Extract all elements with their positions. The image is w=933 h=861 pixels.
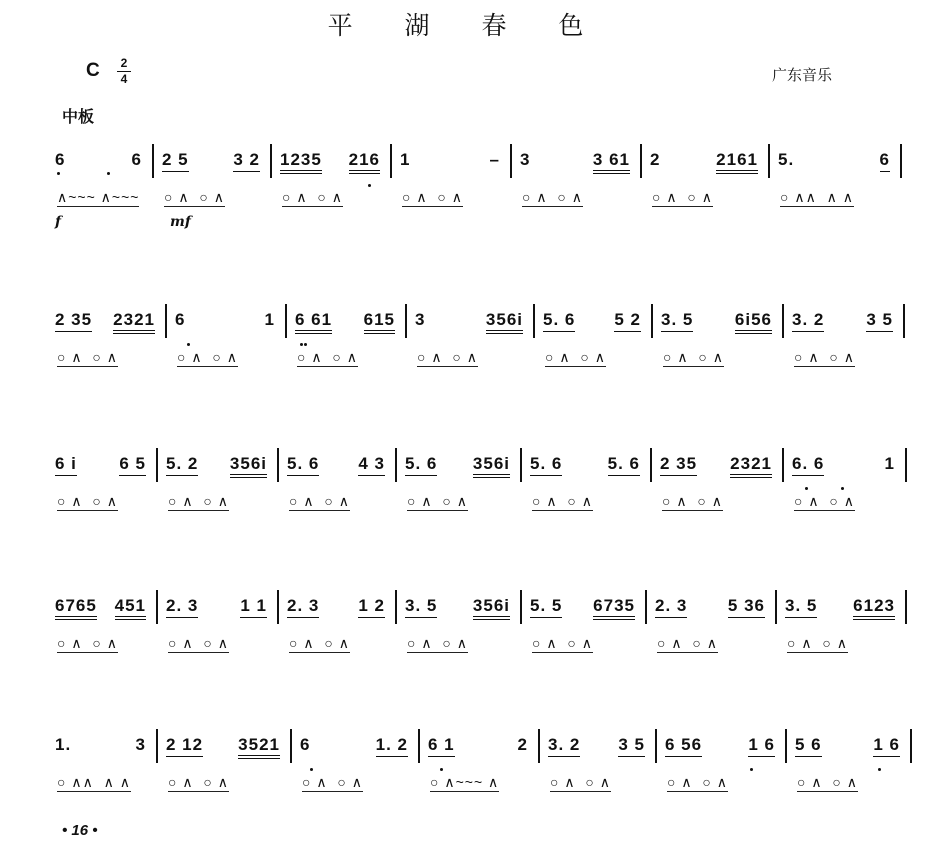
barline [156,448,158,482]
measure [792,310,893,332]
note-group: 6 5 [119,454,146,476]
note-group: 6765 [55,596,97,620]
note-group: 3521 [238,735,280,759]
note-group: 1. 2 [376,735,408,757]
measure [543,310,641,332]
note-group: 2321 [113,310,155,334]
barline [785,729,787,763]
note-group: 3 [135,735,146,754]
note-group: – [489,150,500,169]
bowing-mark: ○ ∧ ○ ∧ [168,493,229,509]
measure [55,310,155,334]
notes-line [0,735,933,759]
notes-line [0,596,933,620]
note-group: 6 56 [665,735,702,757]
bowing-mark: ∧~~~ ∧~~~ [57,189,140,205]
bowing-line [0,350,933,370]
bowing-mark: ○ ∧ ○ ∧ [168,635,229,651]
bowing-mark: ○ ∧ ○ ∧ [57,349,118,365]
measure [415,310,523,334]
note-group: 356i [486,310,523,334]
barline [645,590,647,624]
bowing-line [0,494,933,514]
measure [655,596,765,618]
bowing-line [0,775,933,795]
note-group: 1. [55,735,72,754]
measure [287,596,385,618]
bowing-mark: ○ ∧ ○ ∧ [177,349,238,365]
measure [166,454,267,478]
bowing-mark: ○ ∧ ○ ∧ [550,774,611,790]
measure [400,150,500,169]
octave-dot [187,343,190,346]
barline [520,448,522,482]
measure [665,735,775,757]
measure [55,596,146,620]
key-signature: C [86,60,100,81]
note-group: 216 [349,150,380,174]
barline [277,590,279,624]
measure [530,454,640,476]
octave-dot [300,343,303,346]
measure [55,735,146,754]
barline [905,590,907,624]
note-group: 356i [230,454,267,478]
note-group: 6 [300,735,311,754]
bowing-mark: ○ ∧ ○ ∧ [787,635,848,651]
measure [428,735,528,757]
bowing-mark: ○ ∧ ○ ∧ [282,189,343,205]
bowing-mark: ○ ∧ ○ ∧ [657,635,718,651]
measure [530,596,635,620]
octave-dot [878,768,881,771]
note-group: 5 2 [614,310,641,332]
note-group: 2. 3 [655,596,687,618]
note-group: 6 [131,150,142,169]
barline [782,448,784,482]
measure [55,150,142,169]
barline [768,144,770,178]
note-group: 5. 6 [608,454,640,476]
note-group: 1 6 [748,735,775,757]
measure [162,150,260,172]
note-group: 6 [175,310,186,329]
bowing-mark: ○ ∧ ○ ∧ [652,189,713,205]
barline [285,304,287,338]
note-group: 6735 [593,596,635,620]
measure [548,735,645,757]
octave-dot [440,768,443,771]
note-group: 3. 5 [785,596,817,618]
note-group: 1 6 [873,735,900,757]
measure [287,454,385,476]
barline [395,590,397,624]
bowing-mark: ○ ∧ ○ ∧ [532,635,593,651]
barline [775,590,777,624]
barline [405,304,407,338]
bowing-mark: ○ ∧~~~ ∧ [430,774,500,790]
bowing-mark: ○ ∧ ○ ∧ [289,635,350,651]
measure [650,150,758,174]
barline [650,448,652,482]
note-group: 5 36 [728,596,765,618]
barline [538,729,540,763]
barline [651,304,653,338]
measure [661,310,772,334]
barline [270,144,272,178]
measure [778,150,890,172]
octave-dot [368,184,371,187]
note-group: 1 [400,150,411,169]
bowing-mark: ○ ∧ ○ ∧ [667,774,728,790]
bowing-line [0,190,933,210]
measure [792,454,895,476]
barline [655,729,657,763]
bowing-mark: ○ ∧ ○ ∧ [545,349,606,365]
note-group: 3 2 [233,150,260,172]
note-group: 6 [880,150,890,172]
bowing-mark: ○ ∧ ○ ∧ [402,189,463,205]
page-number: • 16 • [62,822,98,839]
octave-dot [805,487,808,490]
note-group: 1 [264,310,275,329]
octave-dot [107,172,110,175]
note-group: 1235 [280,150,322,174]
bowing-mark: ○ ∧ ○ ∧ [407,635,468,651]
bowing-mark: ○ ∧∧ ∧ ∧ [780,189,855,205]
dynamic-forte: f [55,214,62,230]
note-group: 5. 6 [405,454,437,476]
barline [905,448,907,482]
meter-top: 2 [120,56,128,70]
bowing-mark: ○ ∧ ○ ∧ [57,635,118,651]
time-signature [117,57,131,86]
bowing-mark: ○ ∧ ○ ∧ [663,349,724,365]
note-group: 3. 5 [661,310,693,332]
bowing-line [0,636,933,656]
note-group: 6i56 [735,310,772,334]
note-group: 6 1 [428,735,455,757]
note-group: 2161 [716,150,758,174]
source-attribution: 广东音乐 [772,67,833,84]
note-group: 2. 3 [287,596,319,618]
note-group: 5. [778,150,795,169]
measure [280,150,380,174]
barline [533,304,535,338]
barline [156,590,158,624]
octave-dot [304,343,307,346]
measure [175,310,275,329]
note-group: 451 [115,596,146,620]
notes-line [0,454,933,478]
measure [300,735,408,757]
note-group: 5. 6 [530,454,562,476]
barline [395,448,397,482]
barline [165,304,167,338]
notes-line [0,150,933,174]
note-group: 3. 2 [792,310,824,332]
note-group: 5. 5 [530,596,562,618]
note-group: 2. 3 [166,596,198,618]
note-group: 6. 6 [792,454,824,476]
note-group: 5 6 [795,735,822,757]
note-group: 3 [520,150,531,169]
barline [510,144,512,178]
barline [390,144,392,178]
bowing-mark: ○ ∧ ○ ∧ [297,349,358,365]
octave-dot [310,768,313,771]
bowing-mark: ○ ∧ ○ ∧ [794,349,855,365]
barline [782,304,784,338]
barline [900,144,902,178]
note-group: 2 12 [166,735,203,757]
measure [55,454,146,476]
note-group: 2 35 [55,310,92,332]
measure [660,454,772,478]
bowing-mark: ○ ∧ ○ ∧ [662,493,723,509]
octave-dot [841,487,844,490]
dynamic-mezzo-forte: mf [170,214,191,230]
note-group: 2 [517,735,528,754]
note-group: 2 [650,150,661,169]
measure [520,150,630,174]
barline [910,729,912,763]
bowing-mark: ○ ∧∧ ∧ ∧ [57,774,132,790]
note-group: 1 [884,454,895,473]
measure [405,596,510,620]
barline [418,729,420,763]
measure [166,596,267,618]
note-group: 2321 [730,454,772,478]
note-group: 3 5 [618,735,645,757]
barline [520,590,522,624]
note-group: 5. 2 [166,454,198,476]
measure [405,454,510,478]
note-group: 356i [473,596,510,620]
measure [785,596,895,620]
octave-dot [750,768,753,771]
bowing-mark: ○ ∧ ○ ∧ [302,774,363,790]
measure [795,735,900,757]
note-group: 6 [55,150,66,169]
measure [295,310,395,334]
note-group: 5. 6 [287,454,319,476]
note-group: 5. 6 [543,310,575,332]
bowing-mark: ○ ∧ ○ ∧ [797,774,858,790]
barline [152,144,154,178]
note-group: 3 [415,310,426,329]
note-group: 4 3 [358,454,385,476]
bowing-mark: ○ ∧ ○ ∧ [168,774,229,790]
note-group: 1 1 [240,596,267,618]
note-group: 1 2 [358,596,385,618]
bowing-mark: ○ ∧ ○ ∧ [522,189,583,205]
note-group: 6 61 [295,310,332,334]
bowing-mark: ○ ∧ ○ ∧ [289,493,350,509]
bowing-mark: ○ ∧ ○ ∧ [57,493,118,509]
note-group: 3 61 [593,150,630,174]
note-group: 2 5 [162,150,189,172]
barline [640,144,642,178]
measure [166,735,280,759]
piece-title: 平 湖 春 色 [327,11,606,40]
note-group: 615 [364,310,395,334]
note-group: 2 35 [660,454,697,476]
bowing-mark: ○ ∧ ○ ∧ [417,349,478,365]
barline [290,729,292,763]
note-group: 356i [473,454,510,478]
barline [903,304,905,338]
bowing-mark: ○ ∧ ○ ∧ [794,493,855,509]
note-group: 3. 5 [405,596,437,618]
note-group: 3. 2 [548,735,580,757]
meter-bottom: 4 [120,72,128,86]
note-group: 3 5 [866,310,893,332]
bowing-mark: ○ ∧ ○ ∧ [407,493,468,509]
bowing-mark: ○ ∧ ○ ∧ [532,493,593,509]
note-group: 6 i [55,454,77,476]
barline [156,729,158,763]
tempo-marking: 中板 [62,109,95,126]
bowing-mark: ○ ∧ ○ ∧ [164,189,225,205]
notes-line [0,310,933,334]
note-group: 6123 [853,596,895,620]
barline [277,448,279,482]
octave-dot [57,172,60,175]
